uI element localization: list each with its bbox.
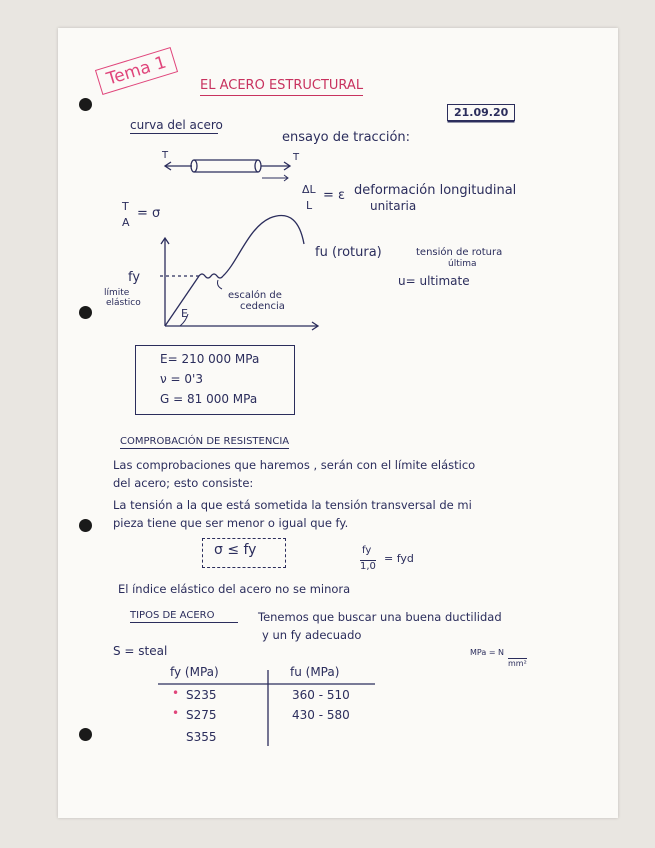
strain-numerator: ΔL [302, 183, 316, 196]
resistance-note: El índice elástico del acero no se minora [118, 582, 351, 596]
table-row-fu: 360 - 510 [292, 688, 350, 702]
elastic-limit-label-2: elástico [106, 298, 141, 308]
fy-label: fy [128, 270, 141, 285]
tensile-test-label: ensayo de tracción: [282, 130, 411, 145]
youngs-modulus: E= 210 000 MPa [160, 352, 260, 366]
mpa-definition: MPa = N [470, 648, 505, 657]
stress-equals: = σ [137, 206, 161, 221]
force-label-left: T [162, 150, 169, 161]
table-header-fu: fu (MPa) [290, 665, 340, 679]
design-frac-numerator: fy [362, 545, 372, 556]
steel-types-desc-1: Tenemos que buscar una buena ductilidad [258, 610, 502, 624]
page-title: EL ACERO ESTRUCTURAL [200, 78, 363, 96]
table-bullet: • [172, 686, 180, 700]
modulus-label: E [181, 307, 188, 320]
date-stamp: 21.09.20 [447, 104, 515, 121]
section-heading-curve: curva del acero [130, 118, 223, 132]
fu-label: fu (rotura) [315, 245, 382, 260]
table-bullet: • [172, 706, 180, 720]
poisson-ratio: ν = 0'3 [160, 372, 203, 386]
yield-plateau-label-2: cedencia [240, 301, 285, 312]
stress-denominator: A [122, 216, 130, 229]
strain-description: deformación longitudinal [354, 183, 517, 198]
table-header-fy: fy (MPa) [170, 665, 219, 679]
table-row-grade: S275 [186, 708, 217, 722]
fu-description: tensión de rotura [416, 247, 503, 258]
force-label-right: T [293, 152, 300, 163]
steel-types-desc-2: y un fy adecuado [262, 628, 362, 642]
topic-tag: Tema 1 [95, 47, 178, 95]
section-heading-steel-types: TIPOS DE ACERO [130, 610, 238, 623]
elastic-limit-label: límite [104, 288, 130, 298]
ultimate-definition: u= ultimate [398, 274, 470, 288]
table-row-grade: S235 [186, 688, 217, 702]
yield-plateau-label: escalón de [228, 290, 282, 301]
resistance-text-3: La tensión a la que está sometida la tensión transversal de mi [113, 498, 472, 512]
resistance-formula: σ ≤ fy [214, 542, 257, 558]
resistance-text-2: del acero; esto consiste: [113, 476, 254, 490]
shear-modulus: G = 81 000 MPa [160, 392, 258, 406]
strain-description-2: unitaria [370, 199, 417, 213]
resistance-text-4: pieza tiene que ser menor o igual que fy. [113, 516, 349, 530]
mpa-denominator: mm² [508, 659, 527, 668]
design-frac-denominator: 1,0 [360, 561, 376, 572]
design-frac-result: = fyd [384, 552, 414, 565]
table-row-grade: S355 [186, 730, 217, 744]
steel-abbreviation: S = steal [113, 644, 168, 658]
strain-denominator: L [306, 199, 313, 212]
stress-numerator: T [122, 200, 129, 213]
section-heading-resistance: COMPROBACIÓN DE RESISTENCIA [120, 436, 290, 447]
strain-equals: = ε [323, 188, 346, 203]
fu-description-2: última [448, 259, 477, 269]
table-row-fu: 430 - 580 [292, 708, 350, 722]
resistance-text-1: Las comprobaciones que haremos , serán con el límite elástico [113, 458, 476, 472]
